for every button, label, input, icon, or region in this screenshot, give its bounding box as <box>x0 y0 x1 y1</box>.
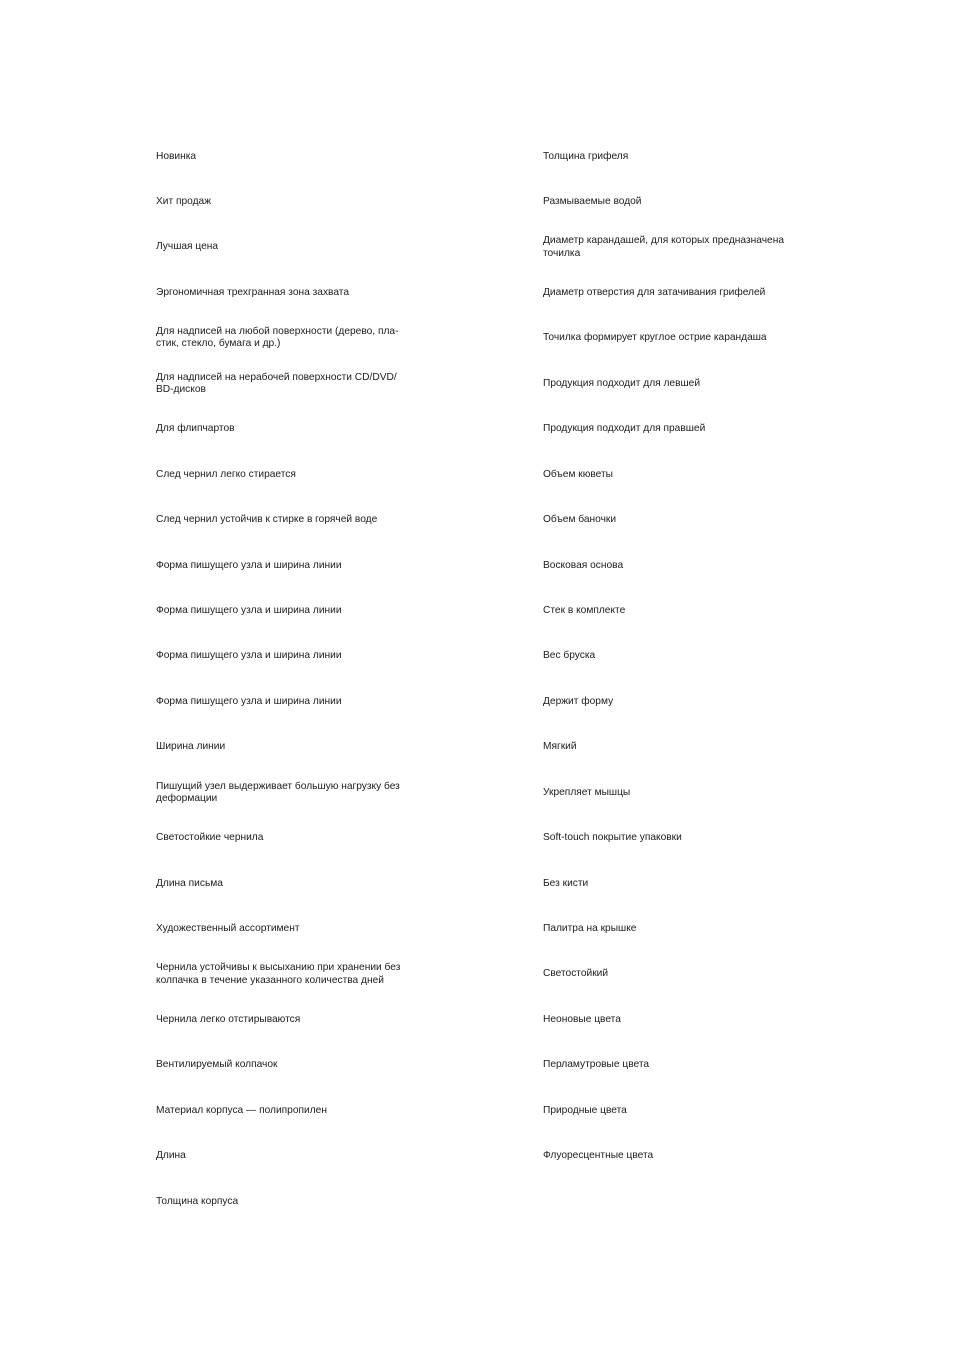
legend-item: Объем баночки <box>543 514 617 526</box>
legend-item: След чернил легко стирается <box>156 468 296 480</box>
legend-item: Природные цвета <box>543 1104 627 1116</box>
legend-item: Лучшая цена <box>156 241 219 253</box>
legend-item: Материал корпуса — полипропилен <box>156 1104 327 1116</box>
legend-item: Художественный ассортимент <box>156 923 300 935</box>
legend-item: Неоновые цвета <box>543 1013 621 1025</box>
legend-item: Форма пишущего узла и ширина линии <box>156 604 342 616</box>
legend-item: Для надписей на любой поверхности (дерево, пла- стик, стекло, бумага и др.) <box>156 326 399 350</box>
legend-item: Для надписей на нерабочей поверхности CD/DVD/ BD-дисков <box>156 371 397 395</box>
legend-item: Пишущий узел выдерживает большую нагрузку без деформации <box>156 780 400 804</box>
legend-item: След чернил устойчив к стирке в горячей воде <box>156 514 378 526</box>
legend-item: Светостойкий <box>543 968 609 980</box>
legend-item: Вес бруска <box>543 650 596 662</box>
legend-item: Держит форму <box>543 695 614 707</box>
legend-item: Светостойкие чернила <box>156 832 264 844</box>
legend-item: Продукция подходит для правшей <box>543 423 706 435</box>
legend-item: Без кисти <box>543 877 589 889</box>
legend-item: Чернила устойчивы к высыханию при хранении без колпачка в течение указанного количества дней <box>156 962 401 986</box>
legend-item: Эргономичная трехгранная зона захвата <box>156 286 349 298</box>
legend-item: Вентилируемый колпачок <box>156 1059 278 1071</box>
legend-item: Диаметр отверстия для затачивания грифелей <box>543 286 766 298</box>
legend-item: Для флипчартов <box>156 423 235 435</box>
legend-item: Объем кюветы <box>543 468 613 480</box>
legend-item: Продукция подходит для левшей <box>543 377 701 389</box>
legend-item: Форма пишущего узла и ширина линии <box>156 650 342 662</box>
legend-item: Укрепляет мышцы <box>543 786 631 798</box>
legend-item: Толщина корпуса <box>156 1195 239 1207</box>
legend-item: Форма пишущего узла и ширина линии <box>156 695 342 707</box>
legend-item: Перламутровые цвета <box>543 1059 650 1071</box>
legend-item: Ширина линии <box>156 741 226 753</box>
legend-item: Новинка <box>156 150 197 162</box>
legend-item: Чернила легко отстирываются <box>156 1013 301 1025</box>
legend-item: Размываемые водой <box>543 196 642 208</box>
legend-item: Палитра на крышке <box>543 923 637 935</box>
legend-item: Диаметр карандашей, для которых предназначена точилка <box>543 235 784 259</box>
left-legend-column <box>156 134 426 1225</box>
legend-item: Флуоресцентные цвета <box>543 1150 654 1162</box>
legend-item: Форма пишущего узла и ширина линии <box>156 559 342 571</box>
legend-item: Длина <box>156 1150 186 1162</box>
legend-item: Мягкий <box>543 741 577 753</box>
legend-item: Хит продаж <box>156 196 212 208</box>
right-legend-column <box>543 134 813 1179</box>
legend-item: Soft-touch покрытие упаковки <box>543 832 682 844</box>
legend-item: Точилка формирует круглое острие карандаша <box>543 332 767 344</box>
legend-item: Длина письма <box>156 877 223 889</box>
legend-item: Стек в комплекте <box>543 604 626 616</box>
legend-item: Восковая основа <box>543 559 624 571</box>
legend-item: Толщина грифеля <box>543 150 629 162</box>
